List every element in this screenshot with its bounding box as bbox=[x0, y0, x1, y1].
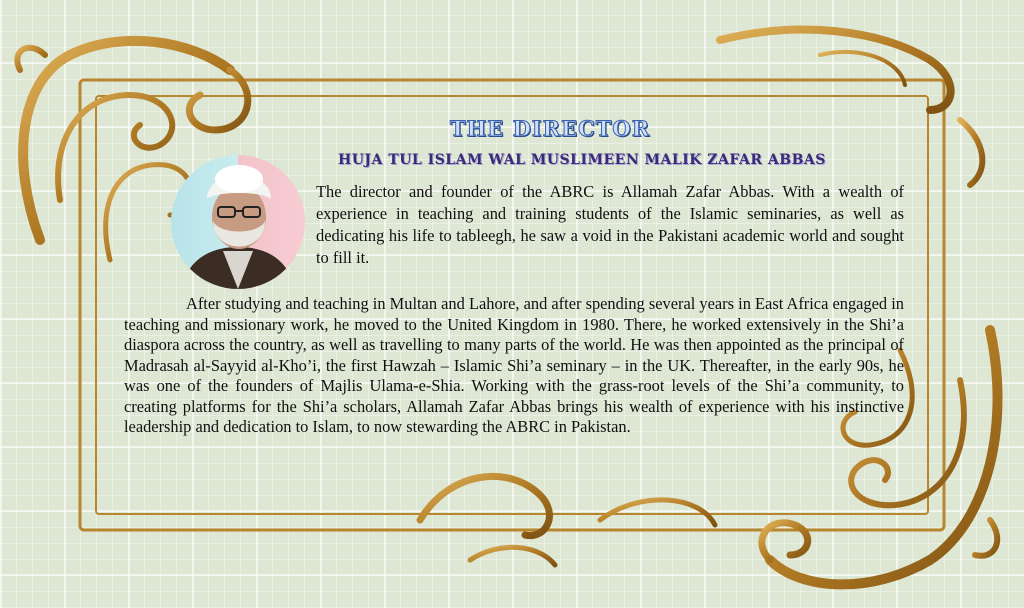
director-portrait bbox=[171, 155, 305, 289]
director-name: HUJA TUL ISLAM WAL MUSLIMEEN MALIK ZAFAR ABBAS bbox=[338, 152, 826, 168]
page-title: THE DIRECTOR bbox=[449, 116, 651, 141]
intro-paragraph: The director and founder of the ABRC is Allamah Zafar Abbas. With a wealth of experience in teaching and training students of the Islamic seminaries, as well as dedicating his life to tableegh, he saw a void in the Pakistani academic world and sought to fill it. bbox=[316, 182, 904, 267]
portrait-image bbox=[171, 155, 305, 289]
biography-paragraph: After studying and teaching in Multan and Lahore, and after spending several years in East Africa engaged in teaching and missionary work, he moved to the United Kingdom in 1980. There, he worked extensively in the Shi’a diaspora across the country, as well as travelling to many parts of the world. He was then appointed as the principal of Madrasah al-Sayyid al-Kho’i, the first Hawzah – Islamic Shi’a seminary – in the UK. Thereafter, in the early 90s, he was one of the founders of Majlis Ulama-e-Shia. Working with the grass-root levels of the Shi’a community, to creating platforms for the Shi’a scholars, Allamah Zafar Abbas brings his wealth of experience with his instinctive leadership and dedication to Islam, to now stewarding the ABRC in Pakistan. bbox=[124, 294, 904, 436]
